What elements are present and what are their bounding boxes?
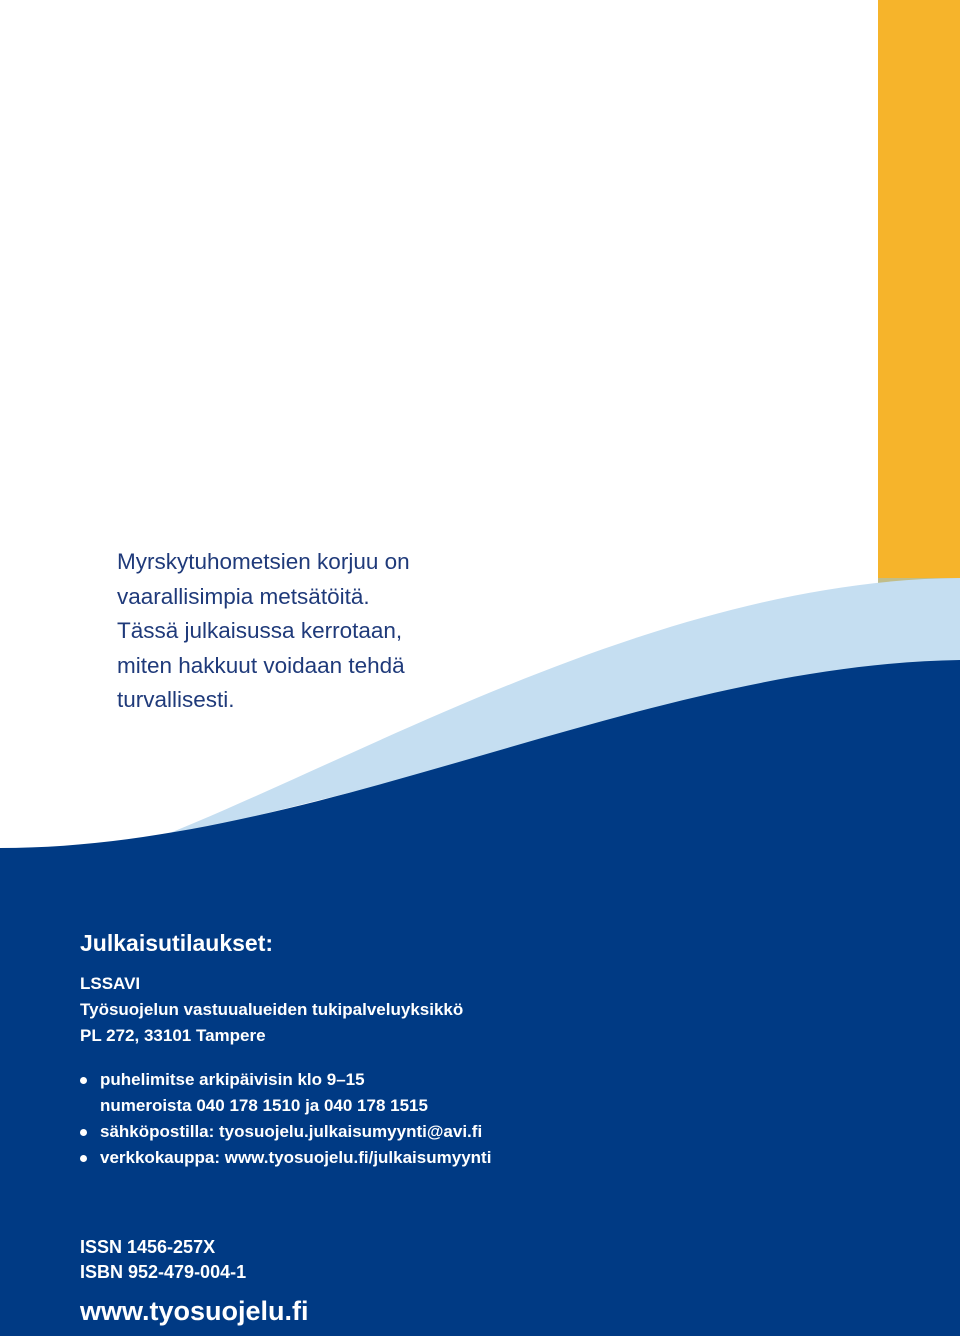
tagline-line: turvallisesti. bbox=[117, 687, 235, 712]
issn-code: ISSN 1456-257X bbox=[80, 1237, 216, 1257]
unit-name: Työsuojelun vastuualueiden tukipalveluyksikkö bbox=[80, 1000, 464, 1019]
phone-hours: puhelimitse arkipäivisin klo 9–15 bbox=[100, 1070, 365, 1089]
bullet-icon bbox=[80, 1129, 87, 1136]
org-name: LSSAVI bbox=[80, 974, 141, 993]
order-methods-list bbox=[80, 1067, 491, 1171]
tagline-line: Tässä julkaisussa kerrotaan, bbox=[117, 618, 403, 643]
email-order[interactable]: sähköpostilla: tyosuojelu.julkaisumyynti@avi.fi bbox=[100, 1122, 483, 1141]
webshop-order[interactable]: verkkokauppa: www.tyosuojelu.fi/julkaisumyynti bbox=[100, 1148, 492, 1167]
list-item bbox=[80, 1119, 491, 1145]
tagline-line: Myrskytuhometsien korjuu on bbox=[117, 549, 410, 574]
tagline-line: miten hakkuut voidaan tehdä bbox=[117, 652, 405, 678]
phone-numbers: numeroista 040 178 1510 ja 040 178 1515 bbox=[100, 1096, 428, 1115]
orders-section bbox=[80, 930, 491, 1171]
list-item bbox=[80, 1067, 491, 1119]
list-item bbox=[80, 1145, 491, 1171]
tagline-line: vaarallisimpia metsätöitä. bbox=[117, 583, 370, 609]
bullet-icon bbox=[80, 1155, 87, 1162]
tagline bbox=[117, 545, 537, 718]
orders-heading: Julkaisutilaukset: bbox=[80, 930, 274, 956]
website-link[interactable]: www.tyosuojelu.fi bbox=[80, 1296, 309, 1326]
bullet-icon bbox=[80, 1077, 87, 1084]
isbn-code: ISBN 952-479-004-1 bbox=[80, 1262, 247, 1282]
publication-codes bbox=[80, 1235, 246, 1285]
postal-address: PL 272, 33101 Tampere bbox=[80, 1026, 266, 1045]
